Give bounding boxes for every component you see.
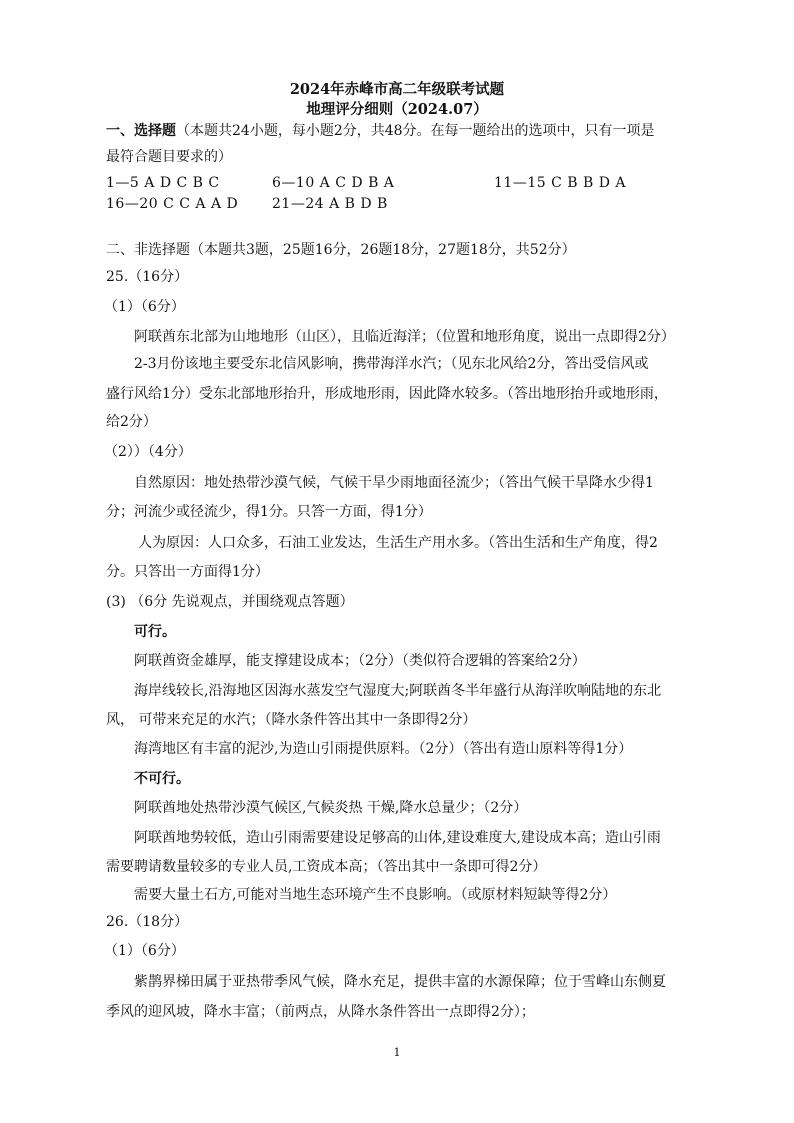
viewpoint-infeasible: 不可行。 [134, 771, 190, 787]
page-number: 1 [393, 1046, 401, 1059]
section1-intro [106, 122, 655, 140]
answer-text: 人为原因：人口众多，石油工业发达，生活生产用水多。（答出生活和生产角度，得2 [138, 535, 658, 551]
sub-question: (3) （6分 先说观点，并围绕观点答题） [106, 594, 354, 610]
viewpoint-feasible: 可行。 [134, 624, 176, 640]
answer-text: 阿联酋东北部为山地地形（山区），且临近海洋；（位置和地形角度，说出一点即得2分） [134, 329, 675, 345]
answer-text: 需要聘请数量较多的专业人员,工资成本高；（答出其中一条即可得2分） [106, 859, 547, 875]
section1-desc: （本题共24小题，每小题2分，共48分。在每一题给出的选项中，只有一项是 [176, 123, 655, 139]
sub-question: （2））（4分） [104, 444, 192, 460]
answer-text: 阿联酋地处热带沙漠气候区,气候炎热 干燥,降水总量少；（2分） [134, 800, 528, 816]
page-title: 2024年赤峰市高二年级联考试题 [289, 81, 505, 98]
section1-desc2: 最符合题目要求的） [106, 149, 232, 165]
answer-text: 分。只答出一方面得1分） [106, 564, 269, 580]
answer-text: 自然原因：地处热带沙漠气候，气候干旱少雨地面径流少；（答出气候干旱降水少得1 [134, 475, 654, 491]
answer-group: 11—15 C B B D A [494, 175, 627, 191]
answer-text: 季风的迎风坡，降水丰富；（前两点，从降水条件答出一点即得2分）； [106, 1004, 535, 1020]
answer-text: 需要大量土石方,可能对当地生态环境产生不良影响。（或原材料短缺等得2分） [134, 887, 617, 903]
answer-group: 6—10 A C D B A [272, 175, 395, 191]
answer-text: 风， 可带来充足的水汽；（降水条件答出其中一条即得2分） [106, 712, 477, 728]
answer-text: 海湾地区有丰富的泥沙,为造山引雨提供原料。（2分）（答出有造山原料等得1分） [134, 741, 633, 757]
sub-question: （1）（6分） [104, 299, 185, 315]
answer-text: 海岸线较长,沿海地区因海水蒸发空气湿度大;阿联酋冬半年盛行从海洋吹响陆地的东北 [134, 683, 662, 699]
question-number: 26.（18分） [106, 914, 189, 930]
sub-question: （1）（6分） [104, 943, 185, 959]
question-number: 25.（16分） [106, 269, 189, 285]
answer-text: 阿联酋地势较低，造山引雨需要建设足够高的山体,建设难度大,建设成本高；造山引雨 [134, 830, 661, 846]
answer-text: 分；河流少或径流少，得1分。只答一方面，得1分） [106, 504, 432, 520]
page-subtitle: 地理评分细则（2024.07） [306, 101, 488, 118]
answer-text: 阿联酋资金雄厚，能支撑建设成本；（2分）（类似符合逻辑的答案给2分） [134, 653, 586, 669]
answer-text: 盛行风给1分）受东北部地形抬升，形成地形雨，因此降水较多。（答出地形抬升或地形雨， [106, 386, 668, 402]
answer-text: 紫鹊界梯田属于亚热带季风气候，降水充足，提供丰富的水源保障；位于雪峰山东侧夏 [134, 974, 666, 990]
answer-group: 1—5 A D C B C [106, 175, 220, 191]
answer-text: 2-3月份该地主要受东北信风影响，携带海洋水汽；（见东北风给2分，答出受信风或 [134, 356, 649, 372]
answer-text: 给2分） [106, 414, 157, 430]
section2-heading: 二、非选择题（本题共3题，25题16分，26题18分，27题18分，共52分） [106, 242, 576, 258]
answer-group: 21—24 A B D B [272, 196, 388, 212]
answer-group: 16—20 C C A A D [106, 196, 239, 212]
section1-heading: 一、选择题 [106, 123, 176, 139]
